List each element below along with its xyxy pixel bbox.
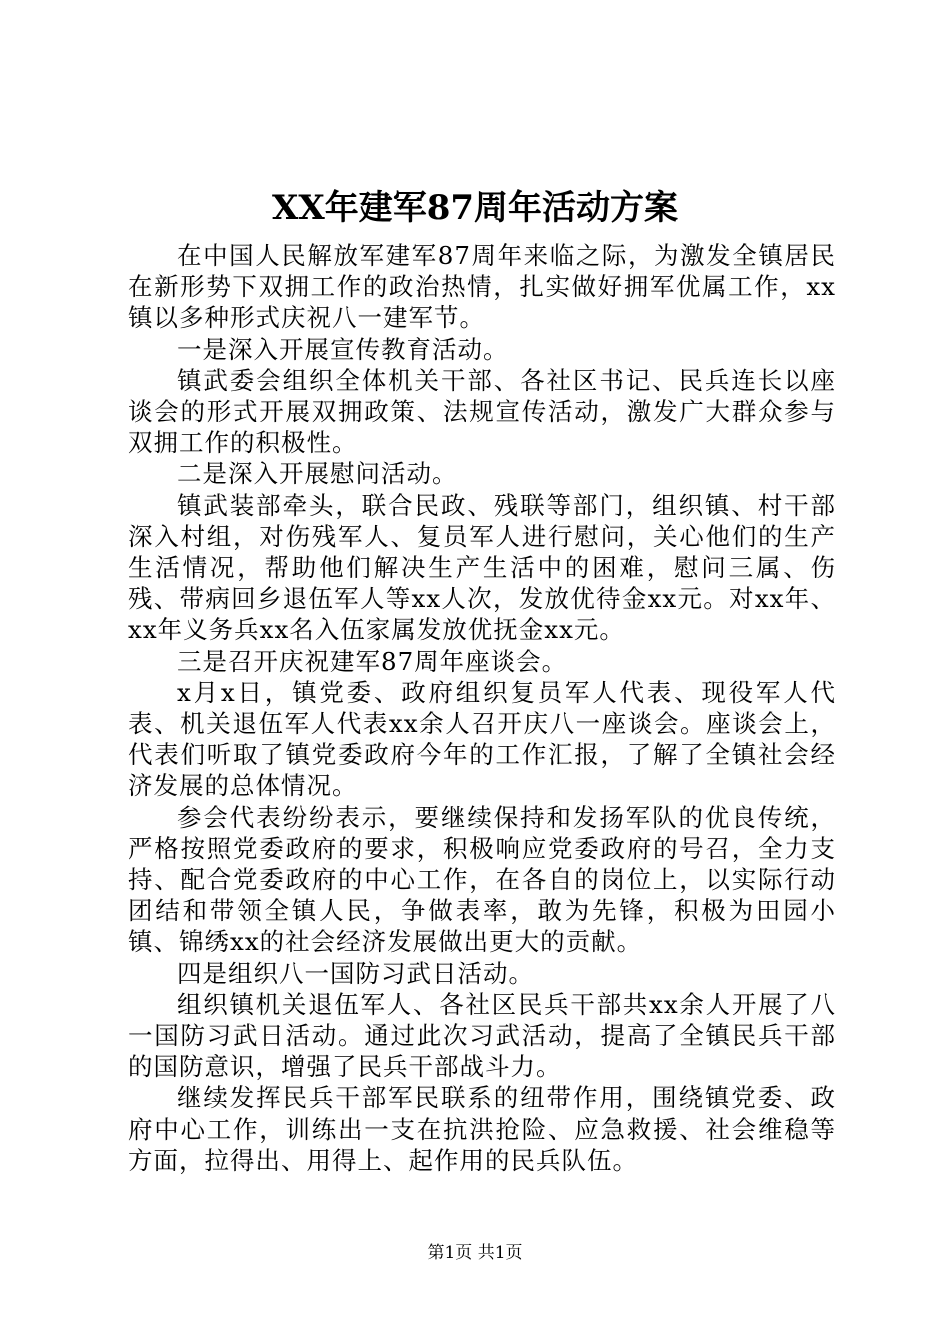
section-heading-2: 二是深入开展慰问活动。 — [177, 459, 458, 489]
document-body — [128, 240, 836, 1176]
section-heading-4: 四是组织八一国防习武日活动。 — [177, 958, 534, 988]
section-heading-3: 三是召开庆祝建军87周年座谈会。 — [177, 646, 568, 676]
paragraph-5: 组织镇机关退伍军人、各社区民兵干部共xx余人开展了八一国防习武日活动。通过此次习武活动，提高了全镇民兵干部的国防意识，增强了民兵干部战斗力。 — [128, 989, 836, 1082]
page-footer: 第1页 共1页 — [427, 1243, 523, 1263]
document-title: XX年建军87周年活动方案 — [271, 188, 679, 228]
paragraph-1: 镇武委会组织全体机关干部、各社区书记、民兵连长以座谈会的形式开展双拥政策、法规宣传活动，激发广大群众参与双拥工作的积极性。 — [128, 365, 836, 458]
paragraph-2: 镇武装部牵头，联合民政、残联等部门，组织镇、村干部深入村组，对伤残军人、复员军人进行慰问，关心他们的生产生活情况，帮助他们解决生产生活中的困难，慰问三属、伤残、带病回乡退伍军人等xx人次，发放优待金xx元。对xx年、xx年义务兵xx名入伍家属发放优抚金xx元。 — [128, 490, 836, 645]
section-heading-1: 一是深入开展宣传教育活动。 — [177, 334, 509, 364]
paragraph-3: x月x日，镇党委、政府组织复员军人代表、现役军人代表、机关退伍军人代表xx余人召开庆八一座谈会。座谈会上，代表们听取了镇党委政府今年的工作汇报，了解了全镇社会经济发展的总体情况。 — [128, 677, 836, 801]
paragraph-6: 继续发挥民兵干部军民联系的纽带作用，围绕镇党委、政府中心工作，训练出一支在抗洪抢险、应急救援、社会维稳等方面，拉得出、用得上、起作用的民兵队伍。 — [128, 1083, 836, 1175]
paragraph-intro: 在中国人民解放军建军87周年来临之际，为激发全镇居民在新形势下双拥工作的政治热情，扎实做好拥军优属工作，xx镇以多种形式庆祝八一建军节。 — [128, 241, 836, 333]
paragraph-4: 参会代表纷纷表示，要继续保持和发扬军队的优良传统，严格按照党委政府的要求，积极响应党委政府的号召，全力支持、配合党委政府的中心工作，在各自的岗位上，以实际行动团结和带领全镇人民，争做表率，敢为先锋，积极为田园小镇、锦绣xx的社会经济发展做出更大的贡献。 — [128, 802, 836, 957]
